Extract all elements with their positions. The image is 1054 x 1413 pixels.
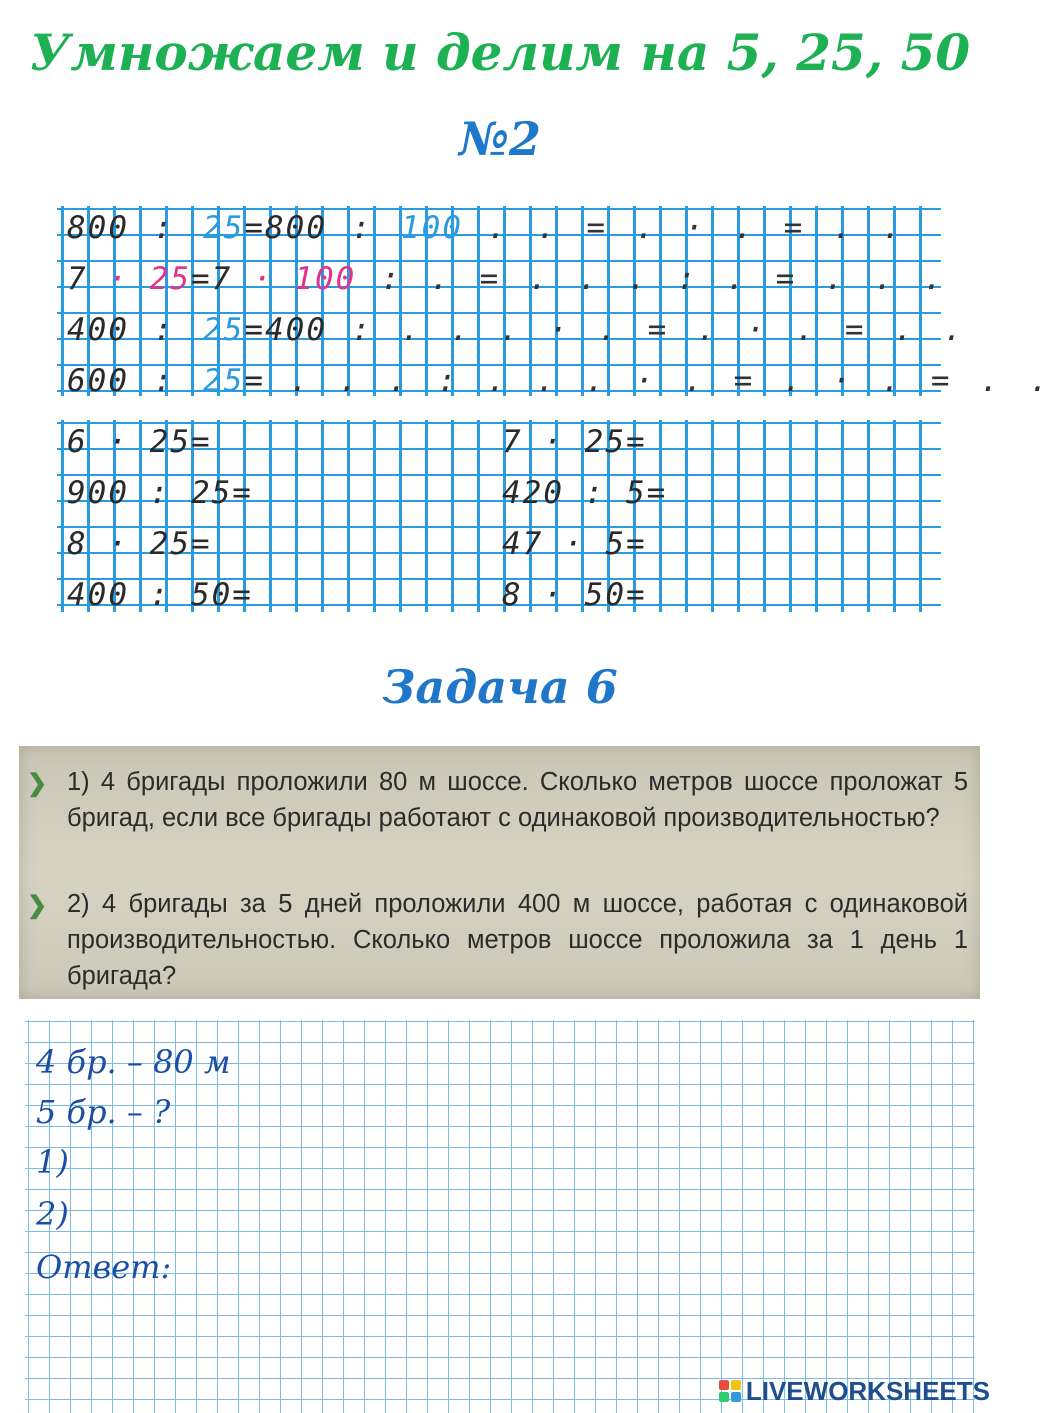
equation-segment: = xyxy=(191,261,212,297)
equation-segment: 100 xyxy=(401,210,463,246)
equation-segment: : . . . · . = . · . = . . xyxy=(327,312,969,348)
equation-segment: 400 xyxy=(67,312,129,348)
answer-input-right-1[interactable] xyxy=(642,426,722,458)
equation-segment: · xyxy=(232,261,295,297)
equation-left-1: 6 · 25= xyxy=(67,424,212,460)
solution-step-2: 2) xyxy=(36,1195,69,1233)
equation-row-2 xyxy=(67,259,948,299)
equation-segment: = xyxy=(244,363,265,399)
equation-segment: 400 xyxy=(265,312,327,348)
equation-segment: 600 xyxy=(67,363,129,399)
equations-grid-1 xyxy=(57,206,1054,399)
equation-row-4 xyxy=(67,361,1054,401)
equation-segment: = xyxy=(244,210,265,246)
problem-2 xyxy=(27,886,968,994)
equation-segment: 25 xyxy=(203,363,245,399)
solution-line-1: 4 бр. – 80 м xyxy=(36,1043,231,1081)
equation-right-1: 7 · 25= xyxy=(502,424,647,460)
answer-input-left-2[interactable] xyxy=(252,477,332,509)
equation-segment: . . . : . . . · . = . · . = . . xyxy=(265,363,1054,399)
equation-segment: = xyxy=(244,312,265,348)
page-title: Умножаем и делим на 5, 25, 50 xyxy=(29,23,971,82)
solution-line-2: 5 бр. – ? xyxy=(36,1093,171,1131)
equation-segment: 25 xyxy=(149,261,191,297)
equation-segment: 25 xyxy=(203,312,245,348)
equation-segment: : . = . . . : . = . . . xyxy=(356,261,949,297)
solution-step-1: 1) xyxy=(36,1143,69,1181)
equation-segment: 100 xyxy=(294,261,357,297)
equation-segment: 800 xyxy=(265,210,327,246)
brand-logo[interactable] xyxy=(719,1373,990,1409)
answer-input-right-4[interactable] xyxy=(642,579,722,611)
equation-left-4: 400 : 50= xyxy=(67,577,253,613)
equation-segment: : xyxy=(327,210,401,246)
solution-answer-label: Ответ: xyxy=(36,1248,172,1286)
equation-segment: : xyxy=(129,363,203,399)
problem-2-text: 2) 4 бригады за 5 дней проложили 400 м шоссе, работая с одинаковой производительностью. Сколько метров шоссе проложила за 1 день 1 бригада? xyxy=(67,890,968,990)
equation-right-3: 47 · 5= xyxy=(502,526,647,562)
equation-segment: 7 xyxy=(67,261,88,297)
chevron-right-icon: ❯ xyxy=(27,770,48,797)
chevron-right-icon: ❯ xyxy=(27,892,48,919)
equation-row-3 xyxy=(67,310,968,350)
task-heading: Задача 6 xyxy=(382,660,618,714)
equations-grid-2 xyxy=(57,420,941,612)
equation-segment: : xyxy=(129,312,203,348)
equation-segment: · xyxy=(87,261,150,297)
answer-input-right-3[interactable] xyxy=(642,528,722,560)
answer-input-left-4[interactable] xyxy=(252,579,332,611)
equation-segment: . . = . · . = . . xyxy=(463,210,907,246)
answer-input-left-3[interactable] xyxy=(207,528,287,560)
problem-1 xyxy=(27,764,968,836)
brand-name: LIVEWORKSHEETS xyxy=(745,1375,990,1406)
liveworksheets-icon xyxy=(719,1380,741,1402)
equation-segment: 25 xyxy=(203,210,245,246)
equation-segment: 800 xyxy=(67,210,129,246)
equation-segment: : xyxy=(129,210,203,246)
problem-1-text: 1) 4 бригады проложили 80 м шоссе. Сколько метров шоссе проложат 5 бригад, если все бригады работают с одинаковой производительностью? xyxy=(67,768,968,832)
exercise-heading: №2 xyxy=(458,112,541,166)
answer-input-right-2[interactable] xyxy=(667,477,747,509)
equation-left-2: 900 : 25= xyxy=(67,475,253,511)
equation-segment: 7 xyxy=(211,261,233,297)
equation-right-4: 8 · 50= xyxy=(502,577,647,613)
textbook-excerpt xyxy=(19,746,980,999)
answer-input-left-1[interactable] xyxy=(207,426,287,458)
equation-right-2: 420 : 5= xyxy=(502,475,668,511)
equation-left-3: 8 · 25= xyxy=(67,526,212,562)
equation-row-1 xyxy=(67,208,907,248)
